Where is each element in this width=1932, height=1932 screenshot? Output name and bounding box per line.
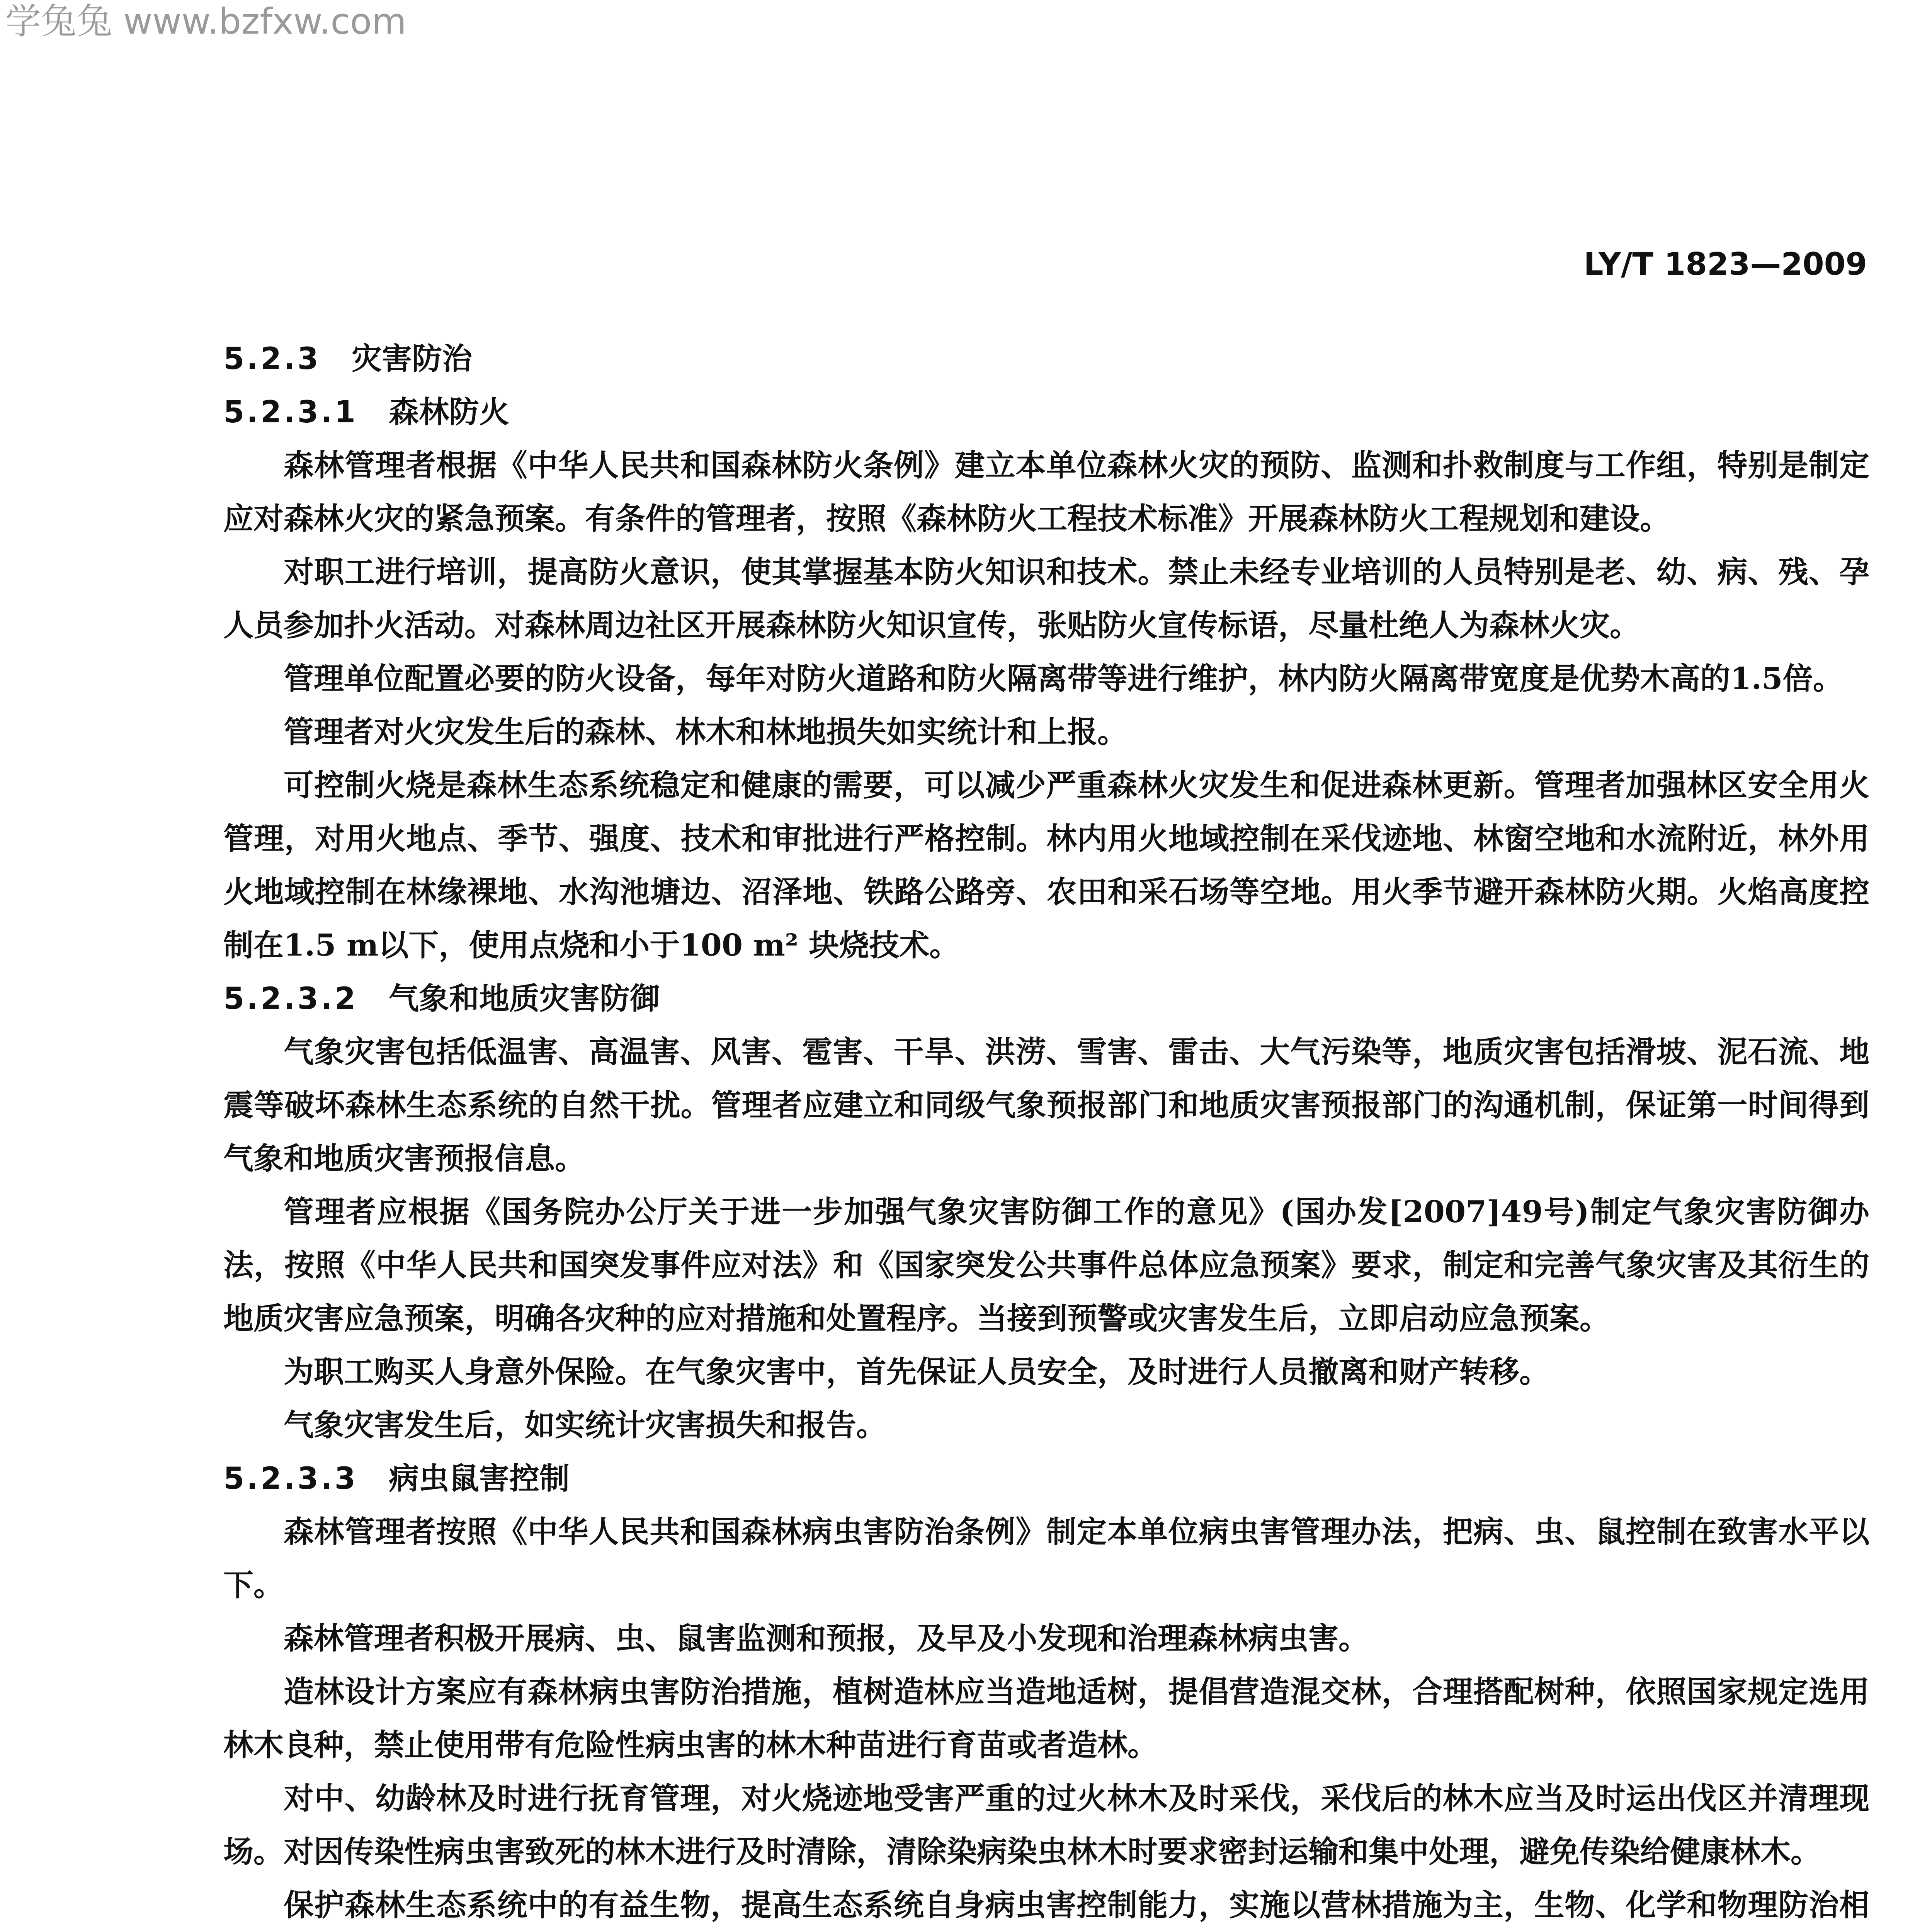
watermark: 学兔兔 www.bzfxw.com <box>5 1 406 42</box>
section-title: 气象和地质灾害防御 <box>388 981 660 1016</box>
section-number: 5.2.3 <box>223 342 321 376</box>
paragraph: 气象灾害发生后，如实统计灾害损失和报告。 <box>284 1408 887 1443</box>
paragraph: 森林管理者按照《中华人民共和国森林病虫害防治条例》制定本单位病虫害管理办法，把病、虫、鼠控制在致害水平以下。 <box>223 1514 1869 1603</box>
document-body <box>223 332 1869 1932</box>
section-number: 5.2.3.3 <box>223 1461 358 1496</box>
paragraph: 对职工进行培训，提高防火意识，使其掌握基本防火知识和技术。禁止未经专业培训的人员特别是老、幼、病、残、孕人员参加扑火活动。对森林周边社区开展森林防火知识宣传，张贴防火宣传标语，尽量杜绝人为森林火灾。 <box>223 554 1869 643</box>
paragraph: 森林管理者积极开展病、虫、鼠害监测和预报，及早及小发现和治理森林病虫害。 <box>284 1621 1369 1656</box>
section-title: 森林防火 <box>388 395 509 430</box>
section-number: 5.2.3.2 <box>223 981 358 1016</box>
section-title: 灾害防治 <box>352 342 473 376</box>
section-heading-5-2-3-3 <box>223 1452 1869 1505</box>
paragraph: 气象灾害包括低温害、高温害、风害、雹害、干旱、洪涝、雪害、雷击、大气污染等，地质灾害包括滑坡、泥石流、地震等破坏森林生态系统的自然干扰。管理者应建立和同级气象预报部门和地质灾害预报部门的沟通机制，保证第一时间得到气象和地质灾害预报信息。 <box>223 1034 1869 1176</box>
section-heading-5-2-3 <box>223 332 1869 386</box>
paragraph: 管理单位配置必要的防火设备，每年对防火道路和防火隔离带等进行维护，林内防火隔离带宽度是优势木高的1.5倍。 <box>284 661 1843 696</box>
section-title: 病虫鼠害控制 <box>388 1461 570 1496</box>
section-heading-5-2-3-2 <box>223 972 1869 1026</box>
paragraph: 管理者应根据《国务院办公厅关于进一步加强气象灾害防御工作的意见》(国办发[2007]49号)制定气象灾害防御办法，按照《中华人民共和国突发事件应对法》和《国家突发公共事件总体应急预案》要求，制定和完善气象灾害及其衍生的地质灾害应急预案，明确各灾种的应对措施和处置程序。当接到预警或灾害发生后，立即启动应急预案。 <box>223 1194 1869 1336</box>
section-number: 5.2.3.1 <box>223 395 358 430</box>
paragraph: 造林设计方案应有森林病虫害防治措施，植树造林应当造地适树，提倡营造混交林，合理搭配树种，依照国家规定选用林木良种，禁止使用带有危险性病虫害的林木种苗进行育苗或者造林。 <box>223 1674 1869 1763</box>
paragraph: 对中、幼龄林及时进行抚育管理，对火烧迹地受害严重的过火林木及时采伐，采伐后的林木应当及时运出伐区并清理现场。对因传染性病虫害致死的林木进行及时清除，清除染病染虫林木时要求密封运输和集中处理，避免传染给健康林木。 <box>223 1781 1869 1869</box>
section-heading-5-2-3-1 <box>223 386 1869 439</box>
paragraph: 为职工购买人身意外保险。在气象灾害中，首先保证人员安全，及时进行人员撤离和财产转移。 <box>284 1354 1550 1389</box>
paragraph: 管理者对火灾发生后的森林、林木和林地损失如实统计和上报。 <box>284 714 1128 750</box>
standard-code: LY/T 1823—2009 <box>1583 246 1867 282</box>
paragraph: 保护森林生态系统中的有益生物，提高生态系统自身病虫害控制能力，实施以营林措施为主，生物、化学和物理防治相 <box>284 1888 1869 1923</box>
paragraph: 可控制火烧是森林生态系统稳定和健康的需要，可以减少严重森林火灾发生和促进森林更新。管理者加强林区安全用火管理，对用火地点、季节、强度、技术和审批进行严格控制。林内用火地域控制在采伐迹地、林窗空地和水流附近，林外用火地域控制在林缘裸地、水沟池塘边、沼泽地、铁路公路旁、农田和采石场等空地。用火季节避开森林防火期。火焰高度控制在1.5 m以下，使用点烧和小于100 m² 块烧技术。 <box>223 768 1869 963</box>
paragraph: 森林管理者根据《中华人民共和国森林防火条例》建立本单位森林火灾的预防、监测和扑救制度与工作组，特别是制定应对森林火灾的紧急预案。有条件的管理者，按照《森林防火工程技术标准》开展森林防火工程规划和建设。 <box>223 448 1869 536</box>
